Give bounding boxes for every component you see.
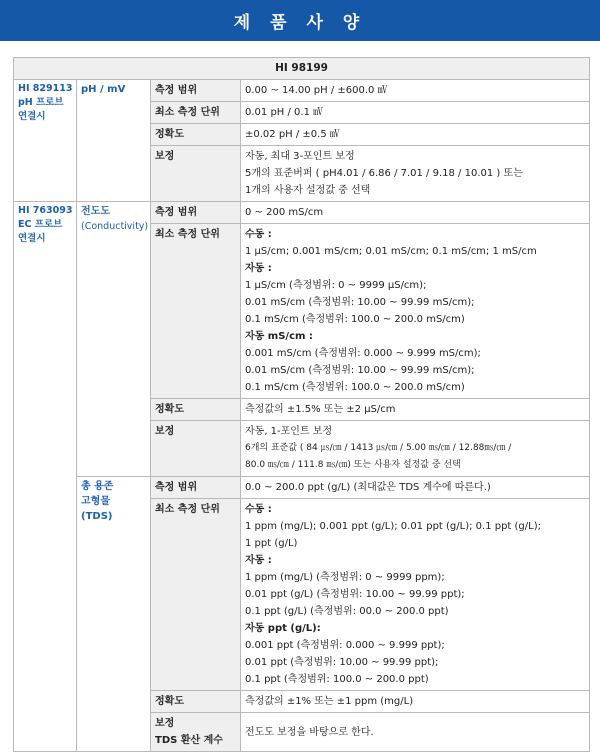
tds-resolution-line: 0.1 ppt (측정범위: 100.0 ~ 200.0 ppt): [245, 674, 429, 685]
tds-range-value: 0.0 ~ 200.0 ppt (g/L) (최대값은 TDS 계수에 따른다.): [241, 477, 590, 499]
label-accuracy: 정확도: [151, 399, 241, 421]
tds-resolution-line: 자동 ppt (g/L):: [245, 623, 321, 634]
probe-ec-line: HI 763093: [18, 205, 73, 216]
label-calibration-tds-line: TDS 환산 계수: [155, 735, 223, 746]
ph-calibration-line: 자동, 최대 3-포인트 보정: [245, 151, 355, 162]
tds-resolution-line: 수동 :: [245, 504, 272, 515]
label-range: 측정 범위: [151, 80, 241, 102]
ec-accuracy-value: 측정값의 ±1.5% 또는 ±2 μS/cm: [241, 399, 590, 421]
probe-ph-line: HI 829113: [18, 83, 73, 94]
probe-ec: [14, 202, 77, 752]
ph-calibration-value: [241, 146, 590, 202]
page-title: 제 품 사 양: [233, 13, 367, 33]
category-ec: [77, 202, 151, 477]
tds-resolution-line: 0.01 ppt (g/L) (측정범위: 10.00 ~ 99.99 ppt);: [245, 589, 465, 600]
ec-calibration-value: [241, 421, 590, 477]
tds-resolution-line: 1 ppm (mg/L) (측정범위: 0 ~ 9999 ppm);: [245, 572, 445, 583]
ph-calibration-line: 1개의 사용자 설정값 중 선택: [245, 185, 371, 196]
tds-resolution-line: 1 ppm (mg/L); 0.001 ppt (g/L); 0.01 ppt (g/L); 0.1 ppt (g/L);: [245, 521, 541, 532]
probe-ph-line: pH 프로브: [18, 97, 64, 108]
ec-calibration-line: 80.0 ㎳/㎝ / 111.8 ㎳/㎝) 또는 사용자 설정값 중 선택: [245, 460, 461, 470]
tds-resolution-line: 0.1 ppt (g/L) (측정범위: 00.0 ~ 200.0 ppt): [245, 606, 449, 617]
category-tds-line: 고형물: [81, 496, 110, 507]
page-title-banner: [0, 0, 600, 41]
tds-resolution-line: 0.01 ppt (측정범위: 10.00 ~ 99.99 ppt);: [245, 657, 439, 668]
tds-calibration-value: 전도도 보정을 바탕으로 한다.: [241, 713, 590, 752]
label-accuracy: 정확도: [151, 691, 241, 713]
model-name: HI 98199: [14, 58, 590, 80]
label-resolution: 최소 측정 단위: [151, 224, 241, 399]
category-ph-line: pH / mV: [81, 84, 126, 95]
spec-table: [13, 57, 590, 752]
tds-resolution-line: 1 ppt (g/L): [245, 538, 298, 549]
ph-calibration-line: 5개의 표준버퍼 ( pH4.01 / 6.86 / 7.01 / 9.18 / 10.01 ) 또는: [245, 168, 523, 179]
category-ec-line: 전도도: [81, 206, 110, 217]
label-calibration: 보정: [151, 421, 241, 477]
ec-resolution-value: [241, 224, 590, 399]
tds-accuracy-value: 측정값의 ±1% 또는 ±1 ppm (mg/L): [241, 691, 590, 713]
category-tds-line: 총 용존: [81, 481, 114, 492]
label-resolution: 최소 측정 단위: [151, 102, 241, 124]
category-tds: [77, 477, 151, 752]
table-row: [14, 202, 590, 224]
tds-resolution-line: 자동 :: [245, 555, 272, 566]
probe-ec-line: 연결시: [18, 233, 46, 244]
ec-calibration-line: 자동, 1-포인트 보정: [245, 426, 333, 437]
category-tds-line: (TDS): [81, 511, 113, 522]
label-range: 측정 범위: [151, 202, 241, 224]
ph-range-value: 0.00 ~ 14.00 pH / ±600.0 ㎷: [241, 80, 590, 102]
label-range: 측정 범위: [151, 477, 241, 499]
category-ph: [77, 80, 151, 202]
ec-resolution-line: 0.1 mS/cm (측정범위: 100.0 ~ 200.0 mS/cm): [245, 314, 465, 325]
label-calibration-tds: [151, 713, 241, 752]
probe-ph: [14, 80, 77, 202]
ec-resolution-line: 0.001 mS/cm (측정범위: 0.000 ~ 9.999 mS/cm);: [245, 348, 481, 359]
probe-ec-line: EC 프로브: [18, 219, 63, 230]
ec-resolution-line: 0.01 mS/cm (측정범위: 10.00 ~ 99.99 mS/cm);: [245, 297, 475, 308]
tds-resolution-line: 0.001 ppt (측정범위: 0.000 ~ 9.999 ppt);: [245, 640, 445, 651]
label-resolution: 최소 측정 단위: [151, 499, 241, 691]
label-accuracy: 정확도: [151, 124, 241, 146]
table-row: [14, 477, 590, 499]
ec-calibration-line: 6개의 표준값 ( 84 ㎲/㎝ / 1413 ㎲/㎝ / 5.00 ㎳/㎝ / 12.88㎳/㎝ /: [245, 443, 512, 453]
ec-resolution-line: 0.01 mS/cm (측정범위: 10.00 ~ 99.99 mS/cm);: [245, 365, 475, 376]
ec-resolution-line: 자동 :: [245, 263, 272, 274]
ec-resolution-line: 1 μS/cm; 0.001 mS/cm; 0.01 mS/cm; 0.1 mS/cm; 1 mS/cm: [245, 246, 537, 257]
ec-resolution-line: 수동 :: [245, 229, 272, 240]
table-row: [14, 80, 590, 102]
probe-ph-line: 연결시: [18, 111, 46, 122]
ec-range-value: 0 ~ 200 mS/cm: [241, 202, 590, 224]
ph-accuracy-value: ±0.02 pH / ±0.5 ㎷: [241, 124, 590, 146]
ec-resolution-line: 1 μS/cm (측정범위: 0 ~ 9999 μS/cm);: [245, 280, 427, 291]
model-row: [14, 58, 590, 80]
category-ec-line: (Conductivity): [81, 221, 149, 232]
label-calibration-tds-line: 보정: [155, 718, 175, 729]
label-calibration: 보정: [151, 146, 241, 202]
ec-resolution-line: 0.1 mS/cm (측정범위: 100.0 ~ 200.0 mS/cm): [245, 382, 465, 393]
ec-resolution-line: 자동 mS/cm :: [245, 331, 313, 342]
ph-resolution-value: 0.01 pH / 0.1 ㎷: [241, 102, 590, 124]
tds-resolution-value: [241, 499, 590, 691]
